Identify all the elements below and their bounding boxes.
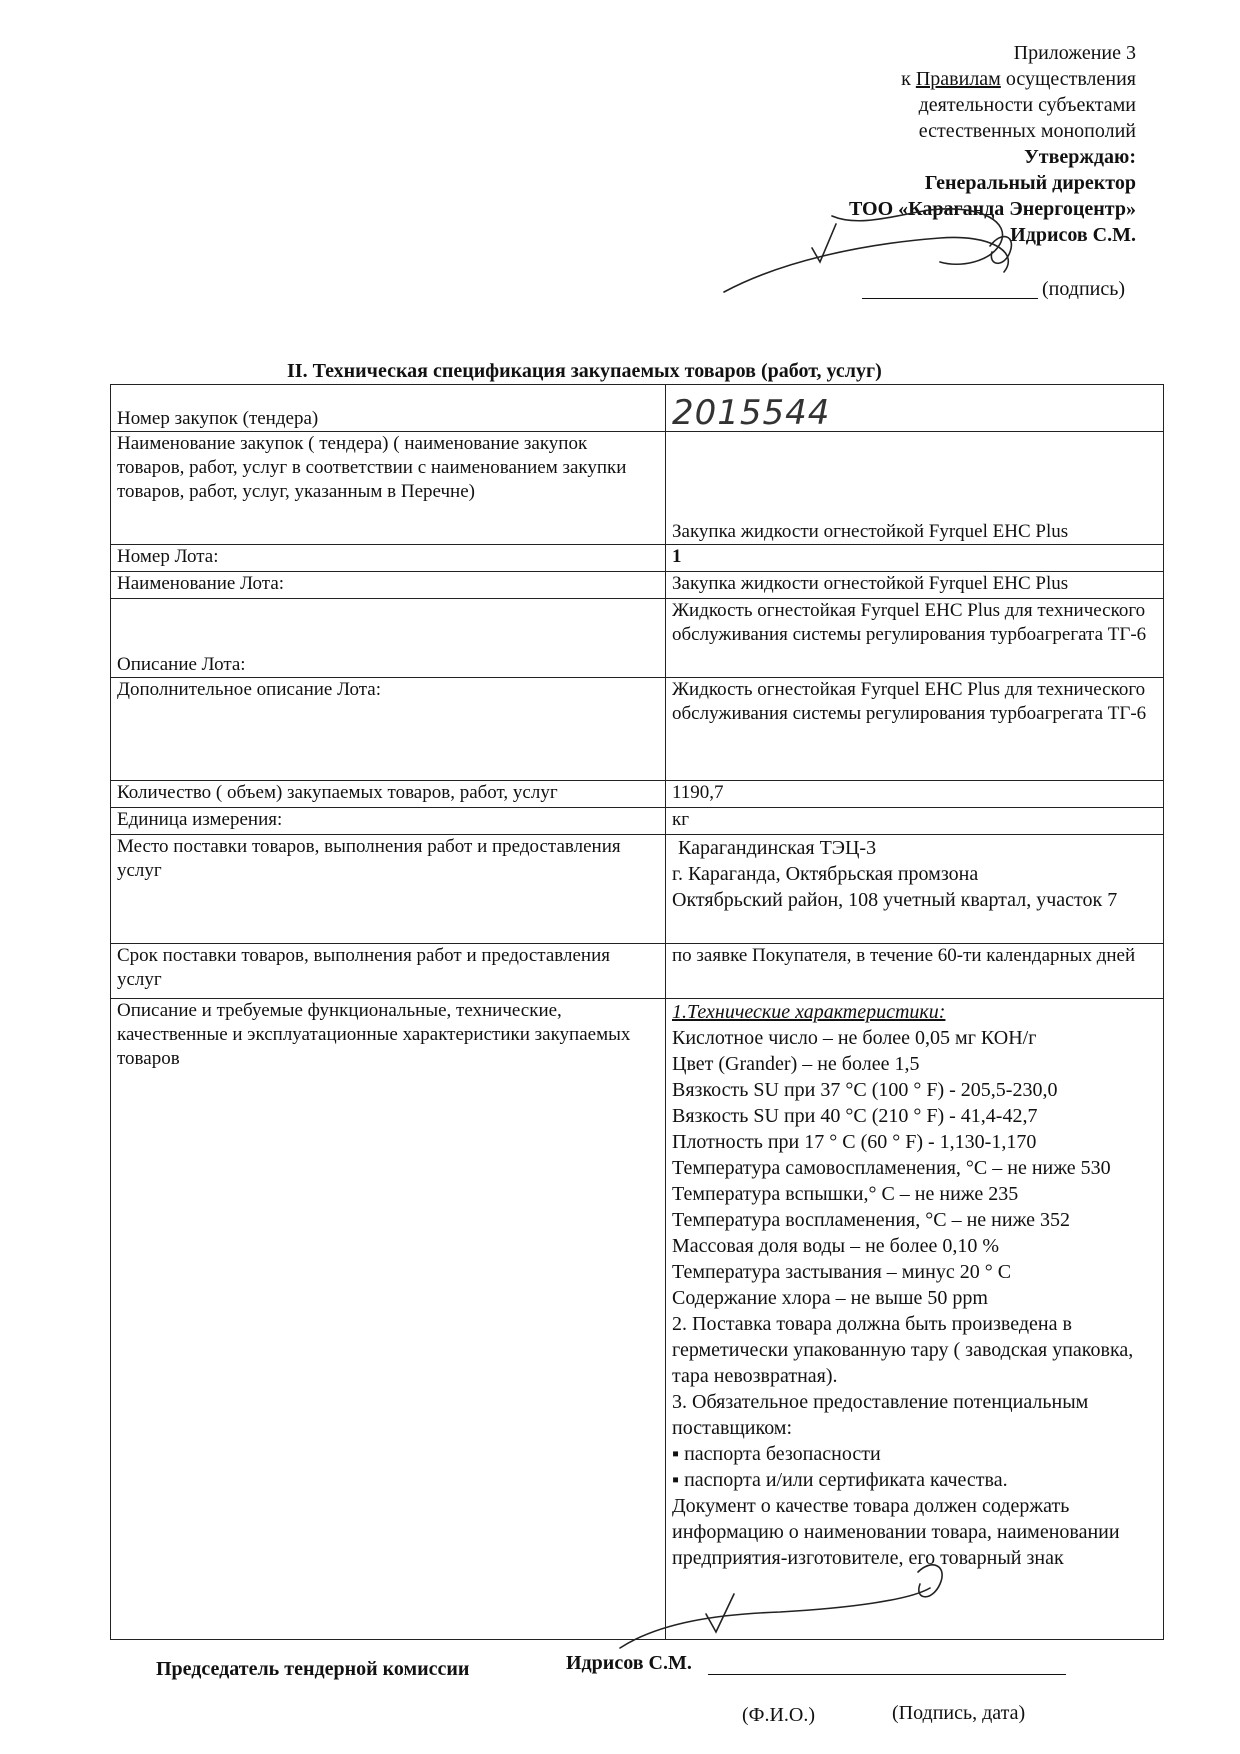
row-label: Количество ( объем) закупаемых товаров, работ, услуг: [111, 781, 666, 808]
table-row: [111, 599, 1164, 678]
row-value: Закупка жидкости огнестойкой Fyrquel EHC Plus: [666, 572, 1164, 599]
row-label: Описание Лота:: [111, 599, 666, 678]
table-row: [111, 678, 1164, 781]
table-row: [111, 835, 1164, 944]
table-row: [111, 781, 1164, 808]
company-name: ТОО «Караганда Энергоцентр»: [848, 198, 1136, 220]
delivery-place-line: Карагандинская ТЭЦ-3: [678, 837, 877, 859]
signature-caption: (подпись): [1042, 278, 1126, 300]
characteristic-line: ▪ паспорта безопасности: [672, 1443, 881, 1465]
row-label: Наименование Лота:: [111, 572, 666, 599]
characteristic-line: Цвет (Grander) – не более 1,5: [672, 1053, 920, 1075]
characteristic-line: Температура вспышки,° С – не ниже 235: [672, 1183, 1019, 1205]
row-value: [666, 835, 1164, 944]
row-value: 1190,7: [666, 781, 1164, 808]
characteristic-line: Вязкость SU при 37 °С (100 ° F) - 205,5-230,0: [672, 1079, 1058, 1101]
row-value: [666, 999, 1164, 1640]
row-value: Закупка жидкости огнестойкой Fyrquel EHC Plus: [666, 432, 1164, 545]
table-row: [111, 999, 1164, 1640]
signature-line: [862, 298, 1038, 299]
characteristic-line: 2. Поставка товара должна быть произведена в герметически упакованную тару ( заводская упаковка, тара невозвратная).: [672, 1313, 1134, 1387]
characteristic-line: Содержание хлора – не выше 50 ppm: [672, 1287, 988, 1309]
characteristic-line: Температура воспламенения, °С – не ниже 352: [672, 1209, 1070, 1231]
characteristic-line: Кислотное число – не более 0,05 мг КОН/г: [672, 1027, 1037, 1049]
table-row: [111, 432, 1164, 545]
row-label: Описание и требуемые функциональные, технические, качественные и эксплуатационные характеристики закупаемых товаров: [111, 999, 666, 1640]
director-position: Генеральный директор: [924, 172, 1136, 194]
characteristic-line: Температура застывания – минус 20 ° С: [672, 1261, 1012, 1283]
characteristics-heading: 1.Технические характеристики:: [672, 1001, 946, 1023]
row-label: Наименование закупок ( тендера) ( наименование закупок товаров, работ, услуг в соответствии с наименованием закупки товаров, работ, услуг, указанным в Перечне): [111, 432, 666, 545]
rules-line-3: деятельности субъектами: [918, 94, 1136, 116]
row-label: Единица измерения:: [111, 808, 666, 835]
row-value: [666, 385, 1164, 432]
rules-line-4: естественных монополий: [918, 120, 1136, 142]
appendix-number: Приложение 3: [1013, 42, 1136, 64]
characteristic-line: 3. Обязательное предоставление потенциальным поставщиком:: [672, 1391, 1089, 1439]
row-label: Дополнительное описание Лота:: [111, 678, 666, 781]
chairman-label: Председатель тендерной комиссии: [156, 1658, 470, 1680]
row-value: Жидкость огнестойкая Fyrquel EHC Plus для технического обслуживания системы регулирования турбоагрегата ТГ-6: [666, 599, 1164, 678]
characteristic-line: Вязкость SU при 40 °С (210 ° F) - 41,4-42,7: [672, 1105, 1038, 1127]
row-value: по заявке Покупателя, в течение 60-ти календарных дней: [666, 944, 1164, 999]
page-title: II. Техническая спецификация закупаемых товаров (работ, услуг): [287, 360, 882, 382]
handwritten-tender-number: 2015544: [672, 393, 831, 433]
delivery-place-line: Октябрьский район, 108 учетный квартал, участок 7: [672, 889, 1118, 911]
approval-header: [849, 40, 1136, 248]
fio-caption: (Ф.И.О.): [742, 1704, 816, 1726]
sign-date-caption: (Подпись, дата): [892, 1702, 1026, 1724]
row-value: 1: [666, 545, 1164, 572]
characteristic-line: Плотность при 17 ° С (60 ° F) - 1,130-1,170: [672, 1131, 1037, 1153]
characteristic-line: Температура самовоспламенения, °С – не ниже 530: [672, 1157, 1111, 1179]
specification-table: [110, 384, 1164, 1640]
table-row: [111, 385, 1164, 432]
delivery-place-line: г. Караганда, Октябрьская промзона: [672, 863, 979, 885]
director-name: Идрисов С.М.: [1010, 224, 1136, 246]
row-value: Жидкость огнестойкая Fyrquel EHC Plus для технического обслуживания системы регулирования турбоагрегата ТГ-6: [666, 678, 1164, 781]
row-label: Номер закупок (тендера): [111, 385, 666, 432]
table-row: [111, 944, 1164, 999]
row-label: Срок поставки товаров, выполнения работ и предоставления услуг: [111, 944, 666, 999]
approve-label: Утверждаю:: [1024, 146, 1136, 168]
rules-reference: к Правилам осуществления: [901, 68, 1136, 90]
row-label: Место поставки товаров, выполнения работ и предоставления услуг: [111, 835, 666, 944]
rules-link[interactable]: Правилам: [915, 68, 1001, 90]
characteristic-line: Массовая доля воды – не более 0,10 %: [672, 1235, 999, 1257]
characteristic-line: ▪ паспорта и/или сертификата качества.: [672, 1469, 1008, 1491]
table-row: [111, 572, 1164, 599]
chairman-signature-line: [708, 1674, 1066, 1675]
director-check-mark: [812, 224, 836, 262]
table-row: [111, 545, 1164, 572]
characteristic-line: Документ о качестве товара должен содержать информацию о наименовании товара, наименовании предприятия-изготовителе, его товарный знак: [672, 1495, 1120, 1569]
chairman-name: Идрисов С.М.: [566, 1652, 692, 1674]
row-value: кг: [666, 808, 1164, 835]
table-row: [111, 808, 1164, 835]
row-label: Номер Лота:: [111, 545, 666, 572]
